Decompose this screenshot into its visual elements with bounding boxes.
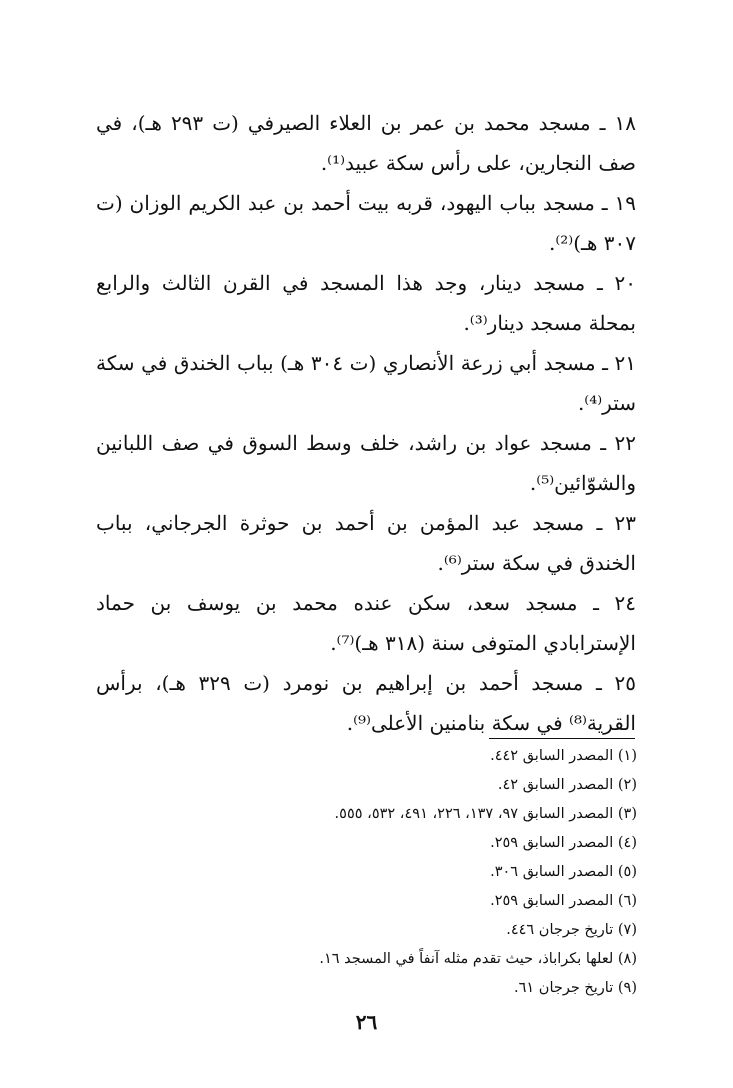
entry-18: ١٨ ـ مسجد محمد بن عمر بن العلاء الصيرفي (ت ٢٩٣ هـ)، في صف النجارين، على رأس سكة عبيد⁽¹⁾.	[96, 111, 637, 175]
footnote-7: (٧) تاريخ جرجان ٤٤٦.	[506, 922, 637, 938]
mosque-entries	[96, 103, 636, 743]
footnote-4: (٤) المصدر السابق ٢٥٩.	[490, 835, 637, 851]
page-number: ٢٦	[355, 1010, 378, 1034]
entry-22: ٢٢ ـ مسجد عواد بن راشد، خلف وسط السوق في صف اللبانين والشوّائين⁽⁵⁾.	[96, 431, 636, 495]
footnote-9: (٩) تاريخ جرجان ٦١.	[514, 980, 637, 996]
entry-21: ٢١ ـ مسجد أبي زرعة الأنصاري (ت ٣٠٤ هـ) بباب الخندق في سكة ستر⁽⁴⁾.	[96, 351, 637, 415]
footnote-5: (٥) المصدر السابق ٣٠٦.	[490, 864, 637, 880]
footnote-divider	[489, 738, 635, 739]
entry-20: ٢٠ ـ مسجد دينار، وجد هذا المسجد في القرن الثالث والرابع بمحلة مسجد دينار⁽³⁾.	[96, 271, 636, 335]
footnote-2: (٢) المصدر السابق ٤٢.	[497, 777, 637, 793]
footnote-1: (١) المصدر السابق ٤٤٢.	[490, 748, 637, 764]
footnote-8: (٨) لعلها بكراباذ، حيث تقدم مثله آنفاً في المسجد ١٦.	[319, 951, 637, 967]
entry-19: ١٩ ـ مسجد بباب اليهود، قربه بيت أحمد بن عبد الكريم الوزان (ت ٣٠٧ هـ)⁽²⁾.	[96, 191, 636, 255]
entry-25: ٢٥ ـ مسجد أحمد بن إبراهيم بن نومرد (ت ٣٢٩ هـ)، برأس القرية⁽⁸⁾ في سكة بنامنين الأعلى⁽⁹⁾.	[96, 671, 636, 735]
footnotes	[96, 742, 637, 1003]
footnote-6: (٦) المصدر السابق ٢٥٩.	[490, 893, 637, 909]
entry-23: ٢٣ ـ مسجد عبد المؤمن بن أحمد بن حوثرة الجرجاني، بباب الخندق في سكة ستر⁽⁶⁾.	[96, 511, 636, 575]
entry-24: ٢٤ ـ مسجد سعد، سكن عنده محمد بن يوسف بن حماد الإسترابادي المتوفى سنة (٣١٨ هـ)⁽⁷⁾.	[96, 591, 636, 655]
footnote-3: (٣) المصدر السابق ٩٧، ١٣٧، ٢٢٦، ٤٩١، ٥٣٢، ٥٥٥.	[334, 806, 637, 822]
